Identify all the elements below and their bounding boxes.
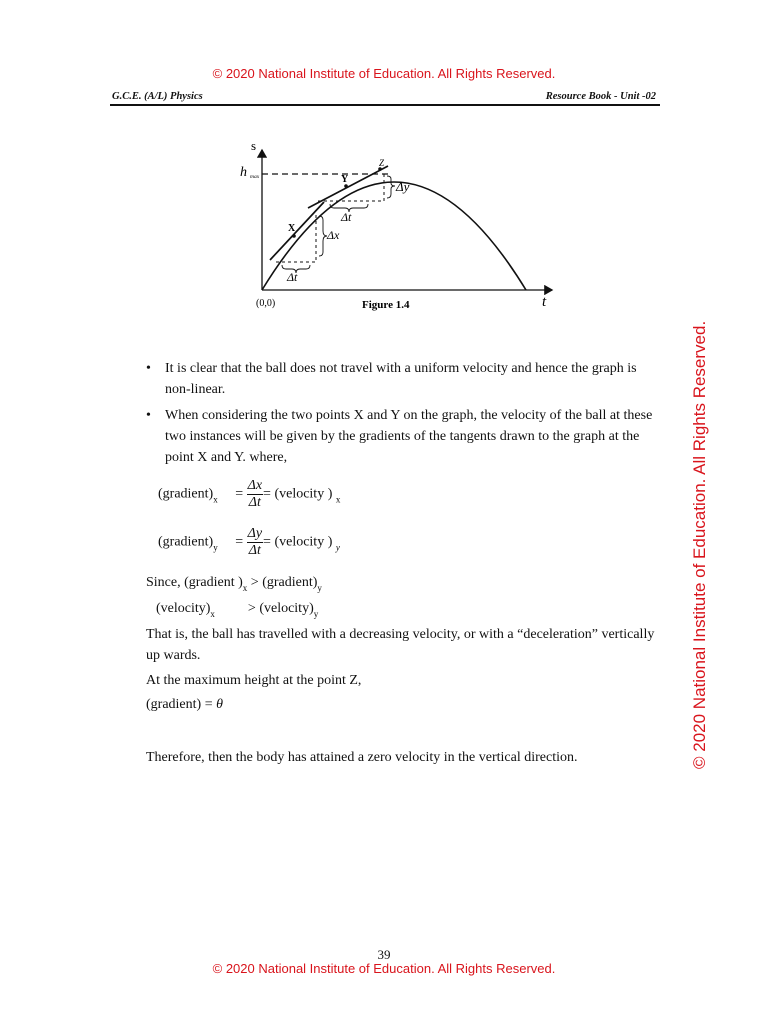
bullet-item-1 — [146, 358, 666, 400]
velocity-a-sub: x — [210, 609, 215, 619]
header-rule — [110, 104, 660, 106]
origin-label: (0,0) — [256, 298, 276, 309]
theta-symbol: θ — [216, 697, 223, 712]
bullet-icon: • — [146, 361, 151, 376]
eq2-denominator: Δt — [248, 543, 261, 558]
delta-t-label-2: Δt — [341, 210, 352, 224]
equation-gradient-x: $(gradient)_x$ = $\frac{\Delta x}{\Delta t}$ = (velocity ) $_x$ — [158, 478, 341, 510]
velocity-a: (velocity) — [156, 601, 211, 616]
since-a-sub: x — [242, 583, 248, 593]
copyright-bottom: © 2020 National Institute of Education. All Rights Reserved. — [212, 961, 556, 976]
figure-1-4 — [230, 128, 570, 318]
hmax-label: h — [240, 165, 247, 180]
since-a: Since, (gradient ) — [146, 575, 243, 590]
since-line — [146, 572, 322, 599]
conclusion-paragraph: That is, the ball has travelled with a decreasing velocity, or with a “deceleration” vertically up wards. — [146, 627, 655, 663]
max-height-line: At the maximum height at the point Z, — [146, 673, 362, 688]
copyright-top: © 2020 National Institute of Education. All Rights Reserved. — [212, 66, 556, 81]
eq2-lhs-sub: y — [213, 542, 218, 553]
velocity-b-sub: y — [313, 609, 319, 619]
page-number: 39 — [377, 947, 391, 962]
equation-gradient-y: $(gradient)_y$ = $\frac{\Delta y}{\Delta t}$ = (velocity ) $_y$ — [158, 526, 340, 558]
eq1-lhs: (gradient) — [158, 486, 214, 502]
point-x-dot — [292, 234, 296, 238]
delta-y-label: Δy — [396, 179, 410, 194]
eq2-rhs-sub: y — [335, 542, 340, 553]
since-b-sub: y — [317, 583, 322, 593]
point-y-label: Y — [341, 174, 349, 185]
point-x-label: X — [288, 223, 296, 234]
eq2-numerator: Δy — [247, 526, 263, 541]
displacement-curve — [262, 182, 526, 290]
bullet-item-2 — [146, 405, 666, 468]
axis-x-label: t — [542, 294, 547, 310]
tangent-y — [308, 166, 388, 208]
delta-t-label-1: Δt — [287, 270, 298, 284]
velocity-line — [156, 598, 318, 625]
eq1-denominator: Δt — [248, 495, 261, 510]
eq1-lhs-sub: x — [213, 494, 218, 505]
axis-y-label: s — [251, 138, 257, 153]
copyright-side: © 2020 National Institute of Education. All Rights Reserved. — [690, 320, 709, 769]
eq1-rhs-sub: x — [335, 494, 341, 505]
eq1-fraction — [247, 478, 263, 511]
bullet-text-1: It is clear that the ball does not travel with a uniform velocity and hence the graph is non-linear. — [165, 361, 637, 397]
brace-dy — [387, 176, 395, 198]
eq2-lhs: (gradient) — [158, 534, 214, 550]
delta-x-label: Δx — [327, 228, 340, 242]
velocity-b: > (velocity) — [247, 601, 314, 616]
gradient-theta-line — [146, 694, 223, 715]
eq1-numerator: Δx — [247, 478, 263, 493]
header-left: G.C.E. (A/L) Physics — [112, 91, 203, 102]
point-z-label: Z — [379, 158, 385, 168]
figure-caption: Figure 1.4 — [362, 299, 410, 311]
eq1-rhs: = (velocity ) — [263, 486, 333, 502]
hmax-sub: max — [250, 174, 260, 180]
bullet-text-2: When considering the two points X and Y on the graph, the velocity of the ball at these two instances will be given by the gradients of the tangents drawn to the graph at the point X and Y. where, — [165, 408, 653, 465]
gradient-theta-label: (gradient) = — [146, 697, 213, 712]
delta-triangle-x — [276, 214, 316, 262]
eq2-rhs: = (velocity ) — [263, 534, 333, 550]
eq2-fraction — [247, 526, 263, 559]
therefore-line: Therefore, then the body has attained a zero velocity in the vertical direction. — [146, 750, 578, 765]
bullet-icon: • — [146, 408, 151, 423]
header-right: Resource Book - Unit -02 — [545, 91, 656, 102]
brace-dx — [319, 216, 327, 256]
since-b: > (gradient) — [250, 575, 318, 590]
